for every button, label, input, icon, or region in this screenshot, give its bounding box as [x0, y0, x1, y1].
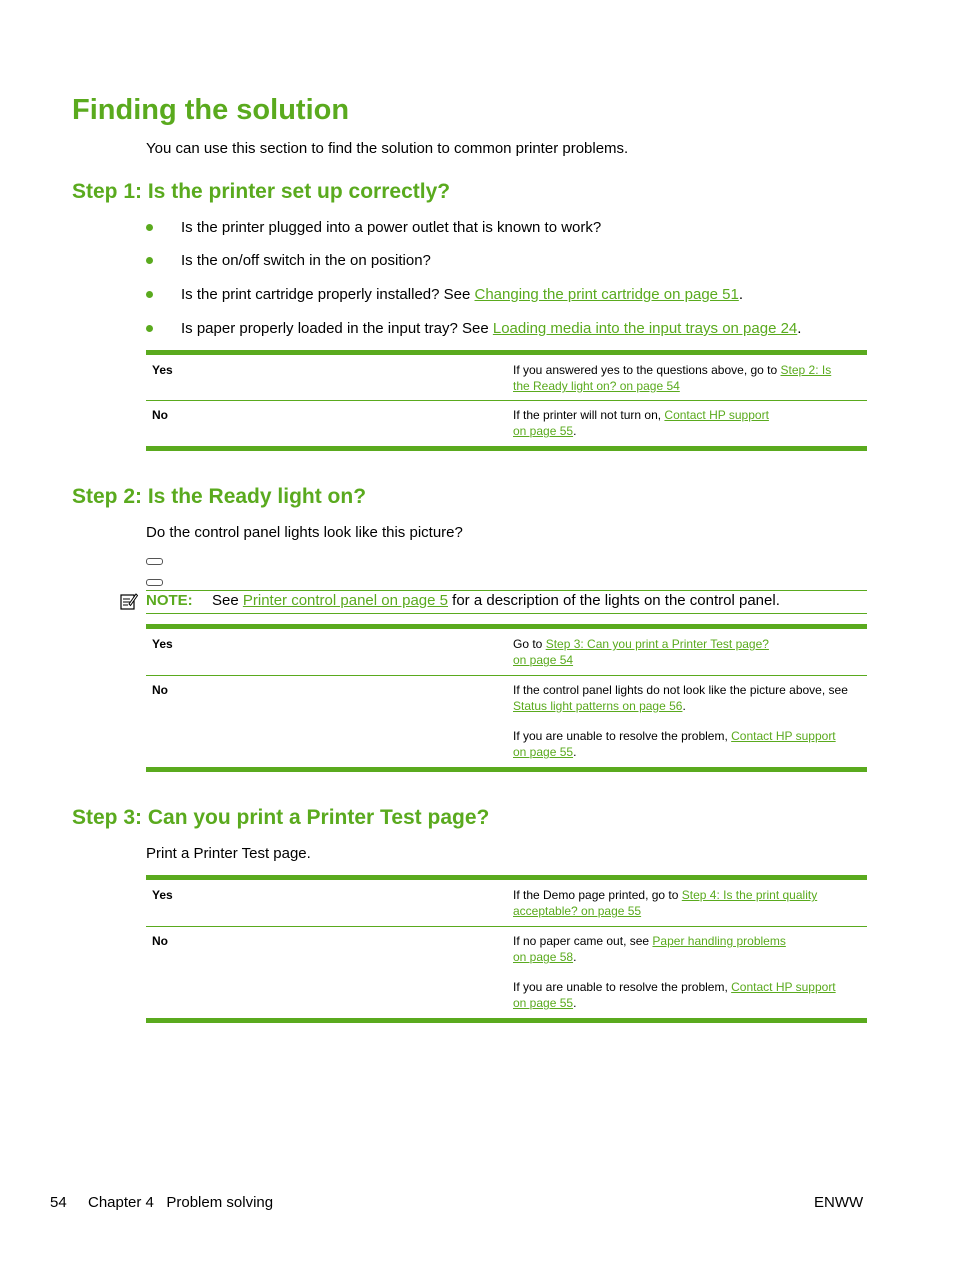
list-item-text-prefix: Is the print cartridge properly installed? See [181, 286, 475, 303]
note-bottom-rule [146, 613, 867, 614]
answer-text-suffix: . [573, 996, 577, 1010]
note-text: See [212, 592, 243, 609]
answer-text: If you are unable to resolve the problem, [513, 729, 732, 743]
link-contact-hp-cont[interactable]: on page 55 [513, 424, 574, 438]
note-icon [120, 592, 138, 610]
link-step3[interactable]: Step 3: Can you print a Printer Test page? [545, 637, 769, 651]
step1-heading: Step 1: Is the printer set up correctly? [72, 180, 451, 203]
list-item-text [181, 319, 801, 339]
step1-table [146, 350, 867, 451]
list-item-text-prefix: Is paper properly loaded in the input tray? See [181, 320, 493, 337]
intro-text: You can use this section to find the solution to common printer problems. [146, 140, 629, 157]
note-text-suffix: for a description of the lights on the control panel. [448, 592, 780, 609]
note-label: NOTE: [146, 592, 193, 609]
list-item-text: Is the printer plugged into a power outlet that is known to work? [181, 219, 602, 236]
table-bottom-rule [146, 767, 867, 772]
link-contact-hp-cont[interactable]: on page 55 [513, 996, 574, 1010]
bullet-icon [146, 224, 153, 231]
link-step4-cont[interactable]: acceptable? on page 55 [513, 904, 642, 918]
no-answer [513, 933, 865, 965]
answer-text-suffix: . [573, 745, 577, 759]
control-panel-light-icon [146, 579, 163, 586]
note-body [212, 591, 780, 611]
no-label: No [152, 934, 168, 948]
bullet-icon [146, 291, 153, 298]
step2-heading: Step 2: Is the Ready light on? [72, 485, 367, 508]
answer-text: If no paper came out, see [513, 934, 653, 948]
yes-answer [513, 362, 865, 394]
no-label: No [152, 408, 168, 422]
footer-chapter: Chapter 4 Problem solving [88, 1194, 274, 1211]
link-printer-control-panel[interactable]: Printer control panel on page 5 [242, 592, 448, 609]
list-item-text: Is the on/off switch in the on position? [181, 252, 431, 269]
step3-heading: Step 3: Can you print a Printer Test page? [72, 806, 490, 829]
answer-text-suffix: . [573, 424, 577, 438]
answer-text: If you are unable to resolve the problem, [513, 980, 732, 994]
link-step2[interactable]: Step 2: Is [780, 363, 832, 377]
link-step3-cont[interactable]: on page 54 [513, 653, 574, 667]
answer-text: Go to [513, 637, 546, 651]
bullet-icon [146, 257, 153, 264]
link-contact-hp[interactable]: Contact HP support [731, 729, 836, 743]
link-contact-hp-cont[interactable]: on page 55 [513, 745, 574, 759]
table-bottom-rule [146, 1018, 867, 1023]
no-answer [513, 682, 865, 714]
no-answer-2 [513, 728, 865, 760]
list-item-text-suffix: . [797, 320, 802, 337]
answer-text: If the printer will not turn on, [513, 408, 665, 422]
yes-label: Yes [152, 637, 173, 651]
table-divider [146, 400, 867, 401]
link-step2-cont[interactable]: the Ready light on? on page 54 [513, 379, 680, 393]
link-loading-media[interactable]: Loading media into the input trays on page 24 [492, 320, 798, 337]
link-paper-handling[interactable]: Paper handling problems [652, 934, 786, 948]
note [146, 591, 193, 611]
answer-text-suffix: . [682, 699, 686, 713]
page-number: 54 [50, 1194, 67, 1211]
step3-table [146, 875, 867, 1024]
page-title: Finding the solution [72, 94, 350, 126]
link-contact-hp[interactable]: Contact HP support [731, 980, 836, 994]
yes-label: Yes [152, 888, 173, 902]
link-status-light-patterns[interactable]: Status light patterns on page 56 [513, 699, 683, 713]
table-bottom-rule [146, 446, 867, 451]
footer-right: ENWW [814, 1194, 864, 1211]
answer-text: If the Demo page printed, go to [513, 888, 682, 902]
table-divider [146, 926, 867, 927]
no-label: No [152, 683, 168, 697]
yes-label: Yes [152, 363, 173, 377]
link-step4[interactable]: Step 4: Is the print quality [681, 888, 818, 902]
no-answer [513, 407, 865, 439]
answer-text: If you answered yes to the questions above, go to [513, 363, 781, 377]
step3-instruction: Print a Printer Test page. [146, 845, 311, 862]
yes-answer [513, 636, 865, 668]
table-top-rule [146, 875, 867, 880]
link-changing-print-cartridge[interactable]: Changing the print cartridge on page 51 [474, 286, 739, 303]
step2-table [146, 624, 867, 773]
table-top-rule [146, 624, 867, 629]
table-divider [146, 675, 867, 676]
answer-text-suffix: . [573, 950, 577, 964]
link-paper-handling-cont[interactable]: on page 58 [513, 950, 574, 964]
control-panel-light-icon [146, 558, 163, 565]
list-item-text [181, 285, 743, 305]
no-answer-2 [513, 979, 865, 1011]
list-item-text-suffix: . [738, 286, 744, 303]
step2-question: Do the control panel lights look like this picture? [146, 524, 463, 541]
table-top-rule [146, 350, 867, 355]
link-contact-hp[interactable]: Contact HP support [664, 408, 769, 422]
yes-answer [513, 887, 865, 919]
bullet-icon [146, 325, 153, 332]
answer-text: If the control panel lights do not look like the picture above, see [513, 683, 848, 697]
